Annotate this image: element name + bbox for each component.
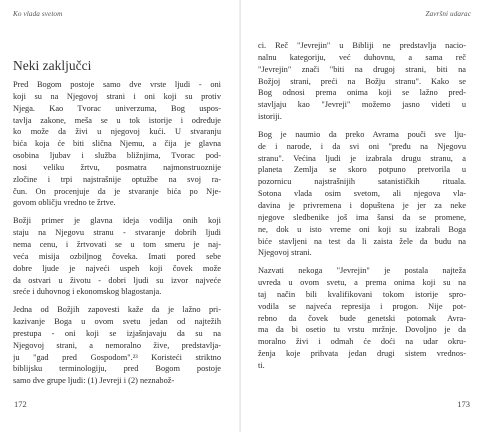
text-line: ko može da živi u njegovoj kući. U stvaranju bbox=[13, 127, 221, 137]
text-line: bića koja će biti slična Njemu, a čija je glavna bbox=[13, 139, 221, 149]
text-line: ju "gad pred Gospodom".²³ Koristeći striktno bbox=[13, 352, 221, 362]
text-line: koji su na Njegovoj strani i oni koji su protiv bbox=[13, 91, 221, 101]
text-line: ci. Reč "Jevrejin" u Bibliji ne predstavlja nacio- bbox=[258, 41, 466, 50]
text-line: istoriji. bbox=[258, 112, 282, 122]
section-heading: Neki zaključci bbox=[13, 58, 92, 73]
paragraph bbox=[258, 265, 466, 372]
text-line: čun. On procenjuje da je stvaranje bića po Nje- bbox=[13, 186, 221, 196]
text-line: davina je privremena i dopuštena je jer za neke bbox=[258, 200, 466, 210]
text-line: pozornicu najstrašnijih satanističkih rituala. bbox=[258, 177, 466, 187]
text-line: Njegovoj strani. bbox=[258, 248, 312, 258]
text-line: planeta Zemlja se skoro potpuno pretvorila u bbox=[258, 165, 466, 175]
text-line: Njegovoj strani, a nemoralno žive, predstavlja- bbox=[13, 340, 221, 350]
left-page bbox=[13, 0, 225, 432]
text-line: kazivanje Boga u ovom svetu jedan od najtežih bbox=[13, 317, 221, 327]
text-line: vodila se najveća represija i progon. Nije pot- bbox=[258, 301, 466, 311]
text-line: biće stavljeni na test da li zaista žele da budu na bbox=[258, 236, 466, 246]
paragraph bbox=[258, 129, 466, 259]
text-line: Jedna od Božjih zapovesti kaže da je lažno pri- bbox=[13, 305, 221, 315]
text-line: dobre ljude je najveći uspeh koji čovek može bbox=[13, 263, 221, 273]
text-line: stavljaju kao "Jevreji" možemo jasno videti u bbox=[258, 100, 466, 110]
text-line: biblijsku terminologiju, pred Bogom postoje bbox=[13, 364, 221, 374]
right-running-head: Završni udarac bbox=[425, 10, 471, 18]
text-line: Sotona vlada osim svetom, ali njegova vla- bbox=[258, 189, 466, 199]
text-line: tavlja zakone, meša se u tok istorije i određuje bbox=[13, 115, 221, 125]
text-line: Nazvati nekoga "Jevrejin" je postala najteža bbox=[258, 266, 466, 276]
text-line: ti. bbox=[258, 360, 265, 370]
text-line: taj način bili kvalifikovani tokom istorije spro- bbox=[258, 289, 466, 299]
text-line: ne, dok u isto vreme oni koji su izabrali Boga bbox=[258, 224, 466, 234]
left-body-text bbox=[13, 79, 221, 387]
text-line: Bog odnosi prema onima koji se lažno pred- bbox=[258, 88, 466, 98]
text-line: nalnu kategoriju, već duhovnu, a sama reč bbox=[258, 52, 466, 62]
text-line: veća misija ozbiljnog čoveka. Imati pored sebe bbox=[13, 251, 221, 261]
text-line: de i narode, i da svi oni "pređu na Njegovu bbox=[258, 141, 466, 151]
text-line: rebno da čovek bude genetski potomak Avra- bbox=[258, 313, 466, 323]
paragraph bbox=[13, 79, 221, 209]
text-line: ma da bi osetio tu vrstu mržnje. Dovoljno je da bbox=[258, 325, 466, 335]
text-line: sreće i duhovnog i ekonomskog blagostanja. bbox=[13, 287, 162, 297]
right-page bbox=[258, 0, 470, 432]
text-line: osobina ljubav i služba bližnjima, Tvorac pod- bbox=[13, 151, 221, 161]
book-gutter bbox=[239, 0, 241, 432]
paragraph bbox=[13, 304, 221, 387]
left-page-number: 172 bbox=[14, 399, 27, 409]
text-line: Božjoj strani, preći na Božju stranu". Kako se bbox=[258, 76, 466, 86]
right-body-text bbox=[258, 40, 466, 372]
text-line: Božji primer je glavna ideja vodilja onih koji bbox=[13, 216, 221, 226]
right-page-number: 173 bbox=[457, 399, 470, 409]
text-line: govom obličju vredno te žrtve. bbox=[13, 198, 116, 208]
text-line: uvreda u ovom svetu, a prema onima koji su na bbox=[258, 278, 466, 288]
text-line: "Jevrejin" znači "biti na drugoj strani, biti na bbox=[258, 64, 466, 74]
text-line: Pred Bogom postoje samo dve vrste ljudi - oni bbox=[13, 80, 221, 89]
text-line: ženja koje prihvata jedan drugi sistem vrednos- bbox=[258, 349, 466, 359]
text-line: nema cenu, i žrtvovati se u tom smeru je naj- bbox=[13, 239, 221, 249]
left-running-head: Ko vlada svetom bbox=[13, 10, 63, 18]
text-line: Bog je naumio da preko Avrama pouči sve lju- bbox=[258, 129, 466, 139]
text-line: nosi veliku žrtvu, posmatra najmonstruoznije bbox=[13, 162, 221, 172]
text-line: staju na Njegovu stranu - stvaranje dobrih ljudi bbox=[13, 228, 221, 238]
text-line: da ostvari u životu - dobri ljudi su izvor najveće bbox=[13, 275, 221, 285]
text-line: stranu". Većina ljudi je izabrala drugu stranu, a bbox=[258, 153, 466, 163]
text-line: samo dve grupe ljudi: (1) Jevreji i (2) neznabož- bbox=[13, 376, 175, 386]
text-line: prestupa - oni koji se izjašnjavaju da su na bbox=[13, 328, 221, 338]
paragraph bbox=[13, 215, 221, 298]
text-line: zločine i trpi najstrašnije optužbe na svoj ra- bbox=[13, 174, 221, 184]
text-line: njegove sledbenike još ima šansi da se promene, bbox=[258, 212, 466, 222]
text-line: Njega. Kao Tvorac univerzuma, Bog uspos- bbox=[13, 103, 221, 113]
paragraph bbox=[258, 40, 466, 123]
text-line: moralno živi i odmah će doći na udar okru- bbox=[258, 337, 466, 347]
